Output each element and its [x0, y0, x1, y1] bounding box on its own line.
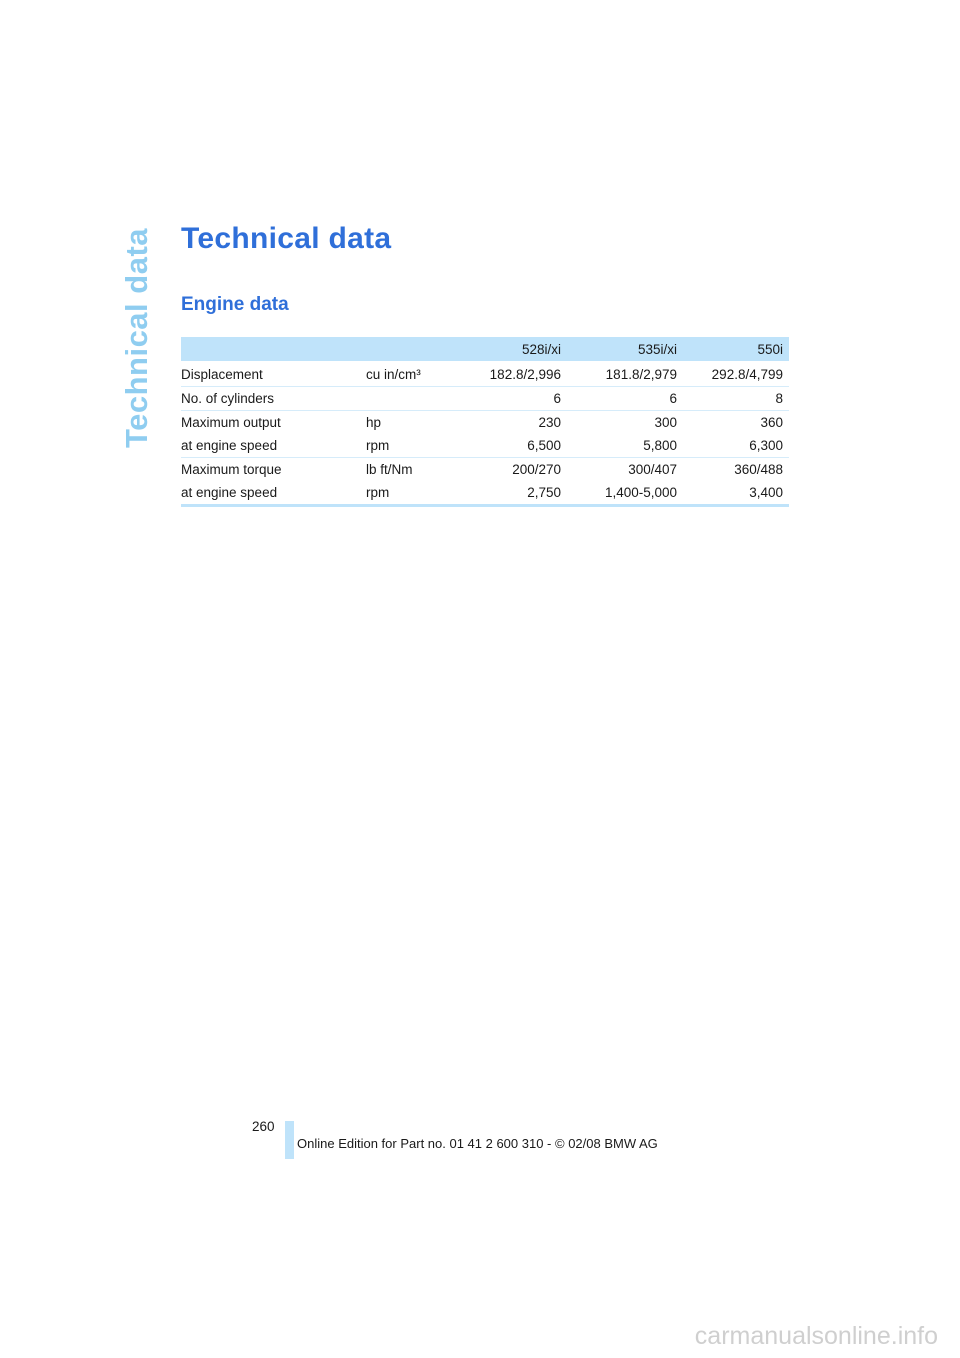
- table-row: [181, 434, 789, 458]
- table-row: [181, 411, 789, 435]
- header-unit: [366, 337, 451, 362]
- row-value: 182.8/2,996: [451, 362, 567, 387]
- side-chapter-tab-label: Technical data: [119, 227, 154, 449]
- side-chapter-tab: [116, 227, 158, 449]
- table-header-row: [181, 337, 789, 362]
- header-label: [181, 337, 366, 362]
- row-unit: rpm: [366, 434, 451, 458]
- row-value: 230: [538, 415, 561, 430]
- row-label: at engine speed: [181, 481, 366, 506]
- row-value: 2,750: [451, 481, 567, 506]
- table-row: [181, 362, 789, 387]
- table-row: [181, 481, 789, 506]
- row-unit: rpm: [366, 481, 451, 506]
- row-value: 200/270: [512, 462, 561, 477]
- row-value: 5,800: [567, 434, 683, 458]
- header-535i: 535i/xi: [567, 337, 683, 362]
- section-title: Engine data: [181, 294, 289, 315]
- row-value: 300/407: [628, 462, 677, 477]
- row-value: 8: [683, 387, 789, 411]
- row-label: No. of cylinders: [181, 387, 366, 411]
- row-label: Displacement: [181, 362, 366, 387]
- watermark: carmanualsonline.info: [694, 1322, 938, 1350]
- row-unit: cu in/cm³: [366, 362, 451, 387]
- row-unit: [366, 387, 451, 411]
- table-row: [181, 387, 789, 411]
- row-label: Maximum torque: [181, 462, 282, 477]
- header-550i: 550i: [683, 337, 789, 362]
- row-value: 181.8/2,979: [567, 362, 683, 387]
- engine-data-table: [181, 337, 789, 507]
- row-value: 292.8/4,799: [683, 362, 789, 387]
- page-title: Technical data: [181, 222, 392, 255]
- footer-accent-bar: [285, 1121, 294, 1159]
- row-value: 6: [567, 387, 683, 411]
- footer-edition-text: Online Edition for Part no. 01 41 2 600 310 - © 02/08 BMW AG: [297, 1136, 658, 1151]
- row-label: at engine speed: [181, 434, 366, 458]
- row-value: 360: [760, 415, 783, 430]
- table-row: [181, 458, 789, 482]
- page-number: 260: [252, 1119, 275, 1134]
- row-value: 1,400-5,000: [567, 481, 683, 506]
- row-label: Maximum output: [181, 415, 281, 430]
- row-value: 300: [654, 415, 677, 430]
- row-value: 3,400: [683, 481, 789, 506]
- row-value: 360/488: [734, 462, 783, 477]
- row-unit: lb ft/Nm: [366, 462, 413, 477]
- row-value: 6,300: [683, 434, 789, 458]
- row-value: 6,500: [451, 434, 567, 458]
- row-unit: hp: [366, 415, 382, 430]
- header-528i: 528i/xi: [451, 337, 567, 362]
- row-value: 6: [451, 387, 567, 411]
